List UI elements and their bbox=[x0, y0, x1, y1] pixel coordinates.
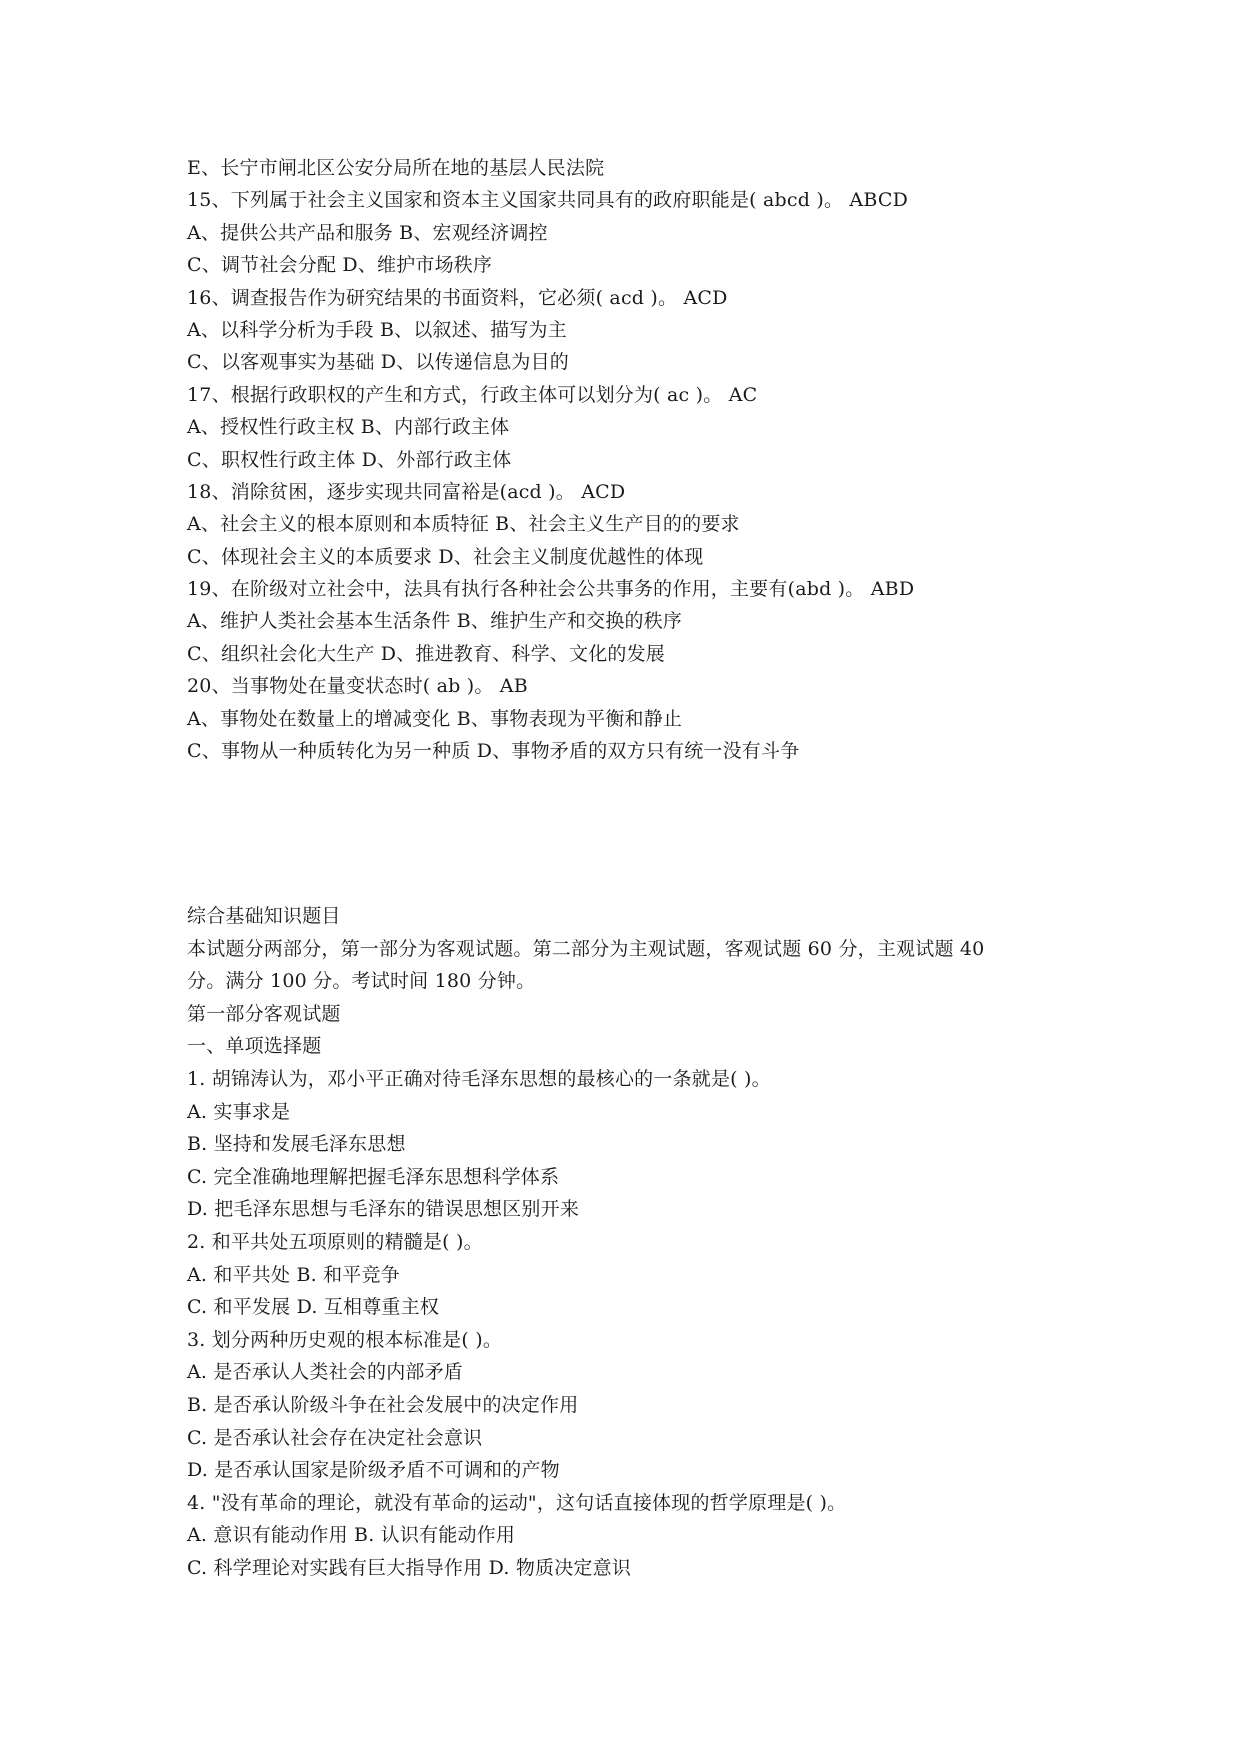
question-3-option-d: D. 是否承认国家是阶级矛盾不可调和的产物 bbox=[187, 1459, 560, 1482]
section-heading-single-choice: 一、单项选择题 bbox=[187, 1035, 322, 1058]
part-one-heading: 第一部分客观试题 bbox=[187, 1002, 341, 1025]
question-17-options-ab: A、授权性行政主权 B、内部行政主体 bbox=[187, 416, 510, 439]
exam-instructions-line-1: 本试题分两部分，第一部分为客观试题。第二部分为主观试题，客观试题 60 分，主观试题 40 bbox=[187, 937, 985, 960]
question-19-options-cd: C、组织社会化大生产 D、推进教育、科学、文化的发展 bbox=[187, 642, 666, 665]
question-15: 15、下列属于社会主义国家和资本主义国家共同具有的政府职能是( abcd )。 ABCD bbox=[187, 189, 909, 212]
question-2-options-cd: C. 和平发展 D. 互相尊重主权 bbox=[187, 1296, 440, 1319]
question-20-options-ab: A、事物处在数量上的增减变化 B、事物表现为平衡和静止 bbox=[187, 707, 683, 730]
question-3: 3. 划分两种历史观的根本标准是( )。 bbox=[187, 1328, 503, 1351]
question-3-option-b: B. 是否承认阶级斗争在社会发展中的决定作用 bbox=[187, 1393, 579, 1416]
question-1-option-a: A. 实事求是 bbox=[187, 1100, 291, 1123]
exam-instructions-line-2: 分。满分 100 分。考试时间 180 分钟。 bbox=[187, 970, 536, 993]
question-16: 16、调查报告作为研究结果的书面资料，它必须( acd )。 ACD bbox=[187, 286, 728, 309]
question-1-option-c: C. 完全准确地理解把握毛泽东思想科学体系 bbox=[187, 1165, 560, 1188]
exam-title: 综合基础知识题目 bbox=[187, 905, 341, 927]
question-4-options-ab: A. 意识有能动作用 B. 认识有能动作用 bbox=[187, 1524, 516, 1547]
question-1: 1. 胡锦涛认为，邓小平正确对待毛泽东思想的最核心的一条就是( )。 bbox=[187, 1067, 771, 1090]
question-15-options-cd: C、调节社会分配 D、维护市场秩序 bbox=[187, 254, 493, 277]
question-18-options-cd: C、体现社会主义的本质要求 D、社会主义制度优越性的体现 bbox=[187, 545, 704, 568]
question-19-options-ab: A、维护人类社会基本生活条件 B、维护生产和交换的秩序 bbox=[187, 610, 683, 633]
question-18-options-ab: A、社会主义的根本原则和本质特征 B、社会主义生产目的的要求 bbox=[187, 513, 740, 536]
new-exam-block bbox=[187, 900, 1087, 1584]
question-2: 2. 和平共处五项原则的精髓是( )。 bbox=[187, 1230, 483, 1253]
question-4-options-cd: C. 科学理论对实践有巨大指导作用 D. 物质决定意识 bbox=[187, 1556, 632, 1579]
previous-questions-block bbox=[187, 152, 1087, 767]
question-19: 19、在阶级对立社会中，法具有执行各种社会公共事务的作用，主要有(abd )。 ABD bbox=[187, 578, 915, 601]
question-16-options-cd: C、以客观事实为基础 D、以传递信息为目的 bbox=[187, 351, 570, 374]
question-1-option-b: B. 坚持和发展毛泽东思想 bbox=[187, 1133, 406, 1156]
question-17-options-cd: C、职权性行政主体 D、外部行政主体 bbox=[187, 448, 512, 471]
question-20: 20、当事物处在量变状态时( ab )。 AB bbox=[187, 675, 528, 698]
question-4: 4. "没有革命的理论，就没有革命的运动"，这句话直接体现的哲学原理是( )。 bbox=[187, 1491, 847, 1514]
question-1-option-d: D. 把毛泽东思想与毛泽东的错误思想区别开来 bbox=[187, 1198, 580, 1221]
question-3-option-c: C. 是否承认社会存在决定社会意识 bbox=[187, 1426, 483, 1449]
question-2-options-ab: A. 和平共处 B. 和平竞争 bbox=[187, 1263, 400, 1286]
question-17: 17、根据行政职权的产生和方式，行政主体可以划分为( ac )。 AC bbox=[187, 383, 758, 406]
question-16-options-ab: A、以科学分析为手段 B、以叙述、描写为主 bbox=[187, 318, 567, 341]
option-line-e-q14: E、长宁市闸北区公安分局所在地的基层人民法院 bbox=[187, 157, 605, 179]
question-15-options-ab: A、提供公共产品和服务 B、宏观经济调控 bbox=[187, 221, 548, 244]
question-18: 18、消除贫困，逐步实现共同富裕是(acd )。 ACD bbox=[187, 480, 626, 503]
question-3-option-a: A. 是否承认人类社会的内部矛盾 bbox=[187, 1361, 464, 1384]
question-20-options-cd: C、事物从一种质转化为另一种质 D、事物矛盾的双方只有统一没有斗争 bbox=[187, 740, 800, 763]
